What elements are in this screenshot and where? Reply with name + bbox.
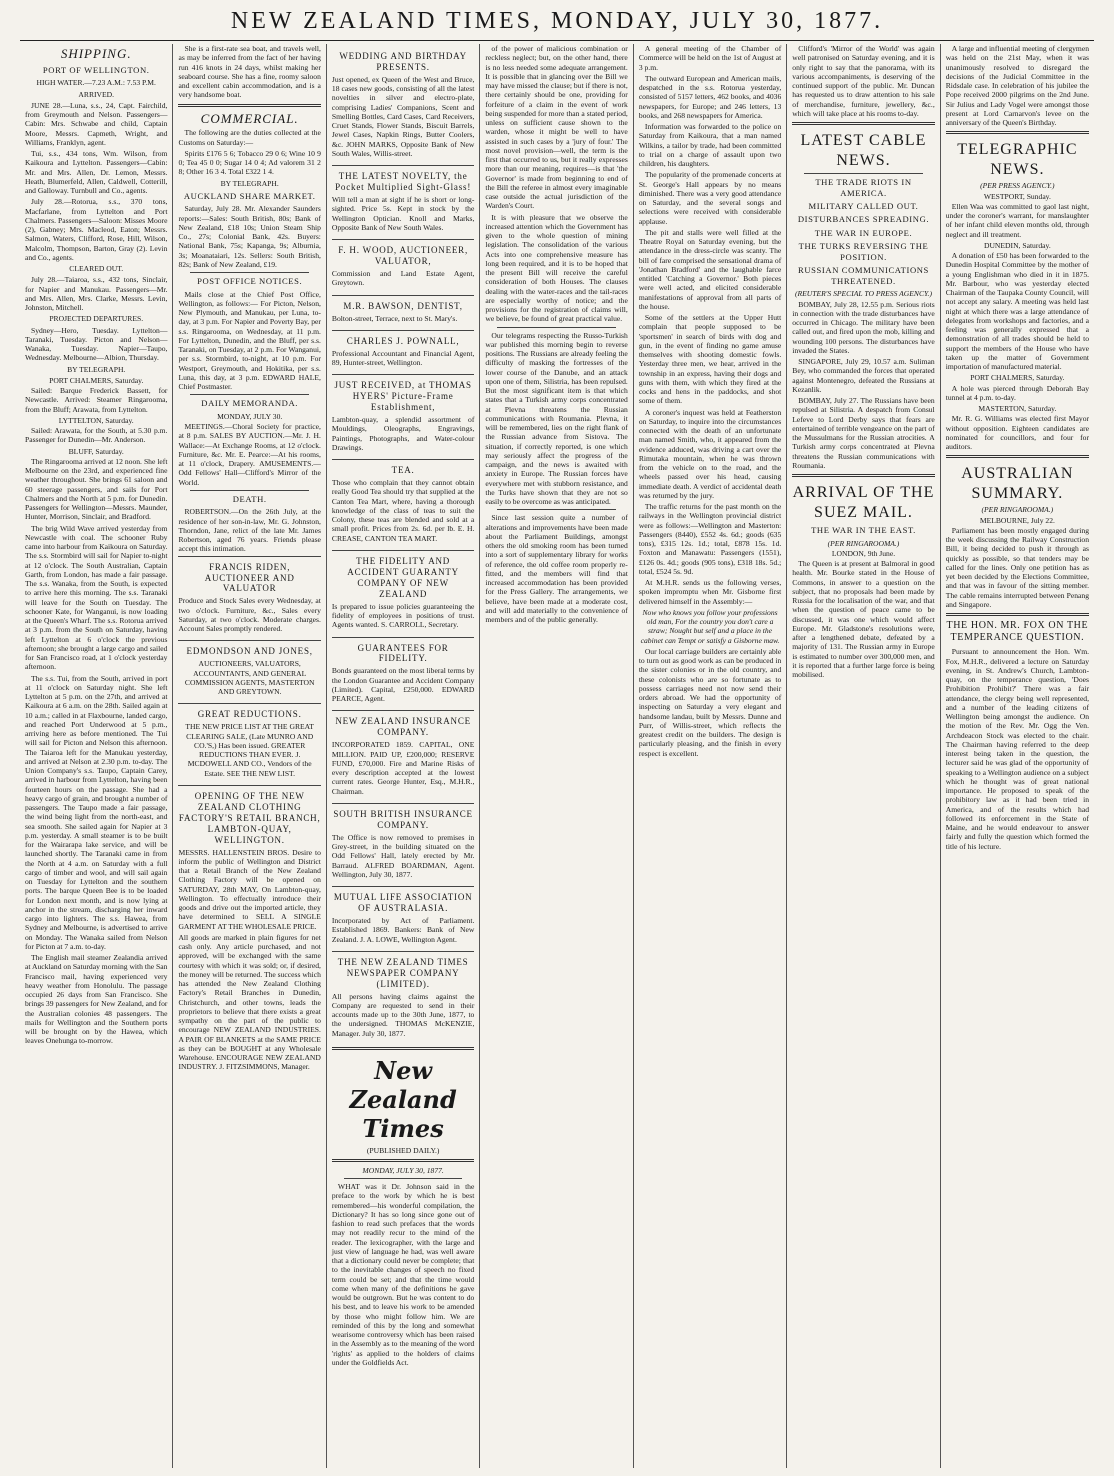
high-water: HIGH WATER.—7.23 A.M.: 7.53 P.M. xyxy=(36,78,156,88)
ad-title: JUST RECEIVED, at THOMAS HYERS' Picture-Frame Establishment, xyxy=(334,380,472,413)
news-paragraph: A donation of £50 has been forwarded to the Dunedin Hospital Committee by the mother of a young Englishman who died in it in 1875. Mr. Barbour, who was yesterday elected Chairman of the Taupaka County Council, will not accept any salary. A meeting was held last night at which there was a large attendance of delegates from workshops and factories, and a feeling was generally expressed that a demonstration of all trades should be held to support the members of the House who have taken up the matter of Government importation of manufactured material. xyxy=(945,251,1090,372)
cable-subheading: DISTURBANCES SPREADING. xyxy=(797,214,930,225)
shipping-paragraph: The brig Wild Wave arrived yesterday from Newcastle with coal. The schooner Ruby came into harbour from Kaikoura on Saturday. The s.s. Stormbird will sail for Napier to-night at 12 o'clock. The South Australian, Captain Garth, from London, has made a fair passage. The s.s. Wanaka, from the South, is expected to arrive here this morning. The s.s. Taranaki will leave for the South on Tuesday. The schooner Kate, for Wanganui, is now loading at the Queen's Wharf. The s.s. Rotorua arrived at 3 p.m. from the South on Saturday, having left Lyttelton at 6 o'clock the previous afternoon; she brought a large cargo and sailed for San Francisco road, at 1 o'clock yesterday afternoon. xyxy=(25,523,168,672)
news-paragraph: A coroner's inquest was held at Featherston on Saturday, to inquire into the circumstances connected with the death of an unfortunate man named Smith, who, it appeared from the evidence adduced, was driving a cart over the Rimutaka mountain, when he was thrown from the vehicle on to the road, and the wheels passed over his head, causing immediate death. A verdict of accidental death was returned by the jury. xyxy=(638,407,782,500)
advertisement xyxy=(332,459,474,548)
news-paragraph: A general meeting of the Chamber of Commerce will be held on the 1st of August at 3 p.m. xyxy=(638,44,782,72)
divider xyxy=(497,509,615,510)
editorial-date: MONDAY, JULY 30, 1877. xyxy=(362,1165,444,1175)
death-heading: DEATH. xyxy=(232,493,267,504)
advertisement xyxy=(332,46,474,163)
telegraphic-news-heading: TELEGRAPHIC NEWS. xyxy=(957,141,1078,178)
ad-text: Just opened, ex Queen of the West and Bruce, 18 cases new goods, consisting of all the latest novelties in silver and electro-plate, comprising Ladies' Companions, Scent and Smelling Bottles, Card Cases, Card Receivers, Cruet Stands, Flower Stands, Biscuit Barrels, Jewel Cases, Napkin Rings, Butter Coolers, &c. JOHN MARKS, Opposite Bank of New South Wales, Willis-street. xyxy=(331,74,475,158)
agency-credit: (PER RINGAROOMA.) xyxy=(827,538,900,548)
ad-text: All persons having claims against the Company are requested to send in their accounts made up to the 30th June, 1877, to the undersigned. THOMAS McKENZIE, Manager. July 30, 1877. xyxy=(331,991,475,1038)
ad-text: Commission and Land Estate Agent, Greytown. xyxy=(331,269,475,288)
cleared-heading: CLEARED OUT. xyxy=(69,264,124,274)
advertisement xyxy=(178,640,320,701)
dateline: DUNEDIN, Saturday. xyxy=(983,240,1051,250)
cable-subheading: RUSSIAN COMMUNICATIONS THREATENED. xyxy=(798,265,929,286)
cable-paragraph: BOMBAY, July 28, 12.55 p.m. Serious riots in connection with the trade disturbances have occurred in Chicago. The military have been called out, and fired upon the mob, killing and wounding 100 persons. The disturbances have invaded the States. xyxy=(792,299,935,355)
ad-text: INCORPORATED 1859. CAPITAL, ONE MILLION. PAID UP, £200,000; RESERVE FUND, £70,000. Fire and Marine Risks of every description accepted at the lowest current rates. George Hunter, Esq., M.H.R., Chairman. xyxy=(331,740,475,796)
divider xyxy=(190,272,308,273)
article-paragraph: ROBERTSON.—On the 26th July, at the residence of her son-in-law, Mr. G. Johnston, Thorndon, Jane, relict of the late Mr. James Robertson, aged 76 years. Friends please accept this intimation. xyxy=(178,507,321,554)
ad-text: THE NEW PRICE LIST AT THE GREAT CLEARING SALE, (Late MUNRO AND CO.'S,) Has been issued. GREATER REDUCTIONS THAN EVER. J. MCDOWELL AND CO., Vendors of the Estate. SEE THE NEW LIST. xyxy=(185,722,314,778)
suez-mail-subheading: THE WAR IN THE EAST. xyxy=(811,525,916,536)
telegraph-heading: BY TELEGRAPH. xyxy=(220,178,279,188)
advertisement xyxy=(332,710,474,800)
shipping-paragraph: July 28.—Rotorua, s.s., 370 tons, Macfarlane, from Lyttelton and Port Chalmers. Passengers—Saloon: Misses Moore (2), Gabney; Mrs. Macleod, Eaton; Messrs. Salmon, Waters, Clifford, Rose, Hill, Wilson, Malcolm, Thompson, Barton, Gray (2). Levin and Co., agents. xyxy=(25,197,168,262)
agency-credit: (REUTER'S SPECIAL TO PRESS AGENCY.) xyxy=(795,289,932,299)
column-4 xyxy=(480,44,633,1468)
news-paragraph: Ellen Waa was committed to gaol last night, under the coroner's warrant, for manslaughter of her infant child eleven months old, through neglect and ill treatment. xyxy=(945,201,1090,239)
advertisement xyxy=(332,374,474,457)
dateline: LONDON, 9th June. xyxy=(831,548,896,558)
divider xyxy=(190,394,308,395)
news-paragraph: Pursuant to announcement the Hon. Wm. Fox, M.H.R., delivered a lecture on Saturday evening, in St. Andrew's Church, Lambton-quay, on the temperance question, 'Does Prohibition Prohibit?' There was a fair attendance, the clergy being well represented, and a number of the leading citizens of Wellington being amongst the audience. On the motion of the Rev. Mr. Ogg the Ven. Archdeacon Stock was elected to the chair. The Chairman having referred to the deep interest being taken in the question, the lecturer said he was glad of the opportunity of speaking to a Wellington audience on a subject which he thought was of great national importance. He proposed to speak of the prohibitory law as it had been tried in America, and of the results which had followed its enforcement in the State of Maine, and he would endeavour to answer fairly and fully the question which formed the title of his lecture. xyxy=(945,647,1090,851)
ad-title: NEW ZEALAND INSURANCE COMPANY. xyxy=(335,716,471,738)
advertisement xyxy=(332,886,474,949)
shipping-paragraph: JUNE 28.—Luna, s.s., 24, Capt. Fairchild, from Greymouth and Nelson. Passengers—Cabin: Mrs. Schwabe and child, Captain Moore, Messrs. Capmeth, Wright, and Williams, Franklyn, agent. xyxy=(25,100,168,147)
news-paragraph: The traffic returns for the past month on the railways in the Wellington provincial district were as follows:—Wellington and Masterton: Passengers (8440), £552 4s. 6d.; goods (635 tons), £315 12s. 1d.; total, £878 15s. 1d. Foxton and Manawatu: Passengers (1551), £126 0s. 4d.; goods (905 tons), £318 18s. 5d.; total, £524 5s. 9d. xyxy=(638,502,782,576)
post-office-heading: POST OFFICE NOTICES. xyxy=(197,276,303,287)
column-5 xyxy=(634,44,787,1468)
news-paragraph: A hole was pierced through Deborah Bay tunnel at 4 p.m. to-day. xyxy=(945,383,1090,402)
ad-text: Bolton-street, Terrace, next to St. Mary's. xyxy=(331,313,458,323)
ad-title: EDMONDSON AND JONES, xyxy=(186,646,313,657)
ad-title: F. H. WOOD, AUCTIONEER, VALUATOR, xyxy=(338,245,469,267)
ad-title: SOUTH BRITISH INSURANCE COMPANY. xyxy=(333,808,473,830)
news-paragraph: Clifford's 'Mirror of the World' was again well patronised on Saturday evening, and it is only right to say that the panorama, with its various accompaniments, is deserving of the continued support of the public. Mr. Duncan has requested us to draw attention to his sale of merchandise, furniture, jewellery, &c., which will take place at his rooms to-day. xyxy=(792,44,935,118)
commercial-heading: COMMERCIAL. xyxy=(200,110,299,126)
dateline: PORT CHALMERS, Saturday. xyxy=(970,373,1065,383)
temperance-heading: THE HON. MR. FOX ON THE TEMPERANCE QUESTION. xyxy=(946,620,1089,644)
arrived-heading: ARRIVED. xyxy=(78,89,115,99)
ad-text: Incorporated by Act of Parliament. Established 1869. Bankers: Bank of New Zealand. J. A. LOWE, Wellington Agent. xyxy=(331,916,475,944)
article-paragraph: She is a first-rate sea boat, and travels well, as may be inferred from the fact of her having run 416 knots in 24 days, whilst making her seaboard course. She has a fine, roomy saloon and excellent cabin accommodation, and is a very handsome boat. xyxy=(178,44,321,100)
duties-table: Spirits £176 5 6; Tobacco 29 0 6; Wine 10 9 0; Tea 45 0 0; Sugar 14 0 4; Ad valorem 31 2 8; Other 16 3 4. Total £322 1 4. xyxy=(178,148,321,177)
agency-credit: (PER PRESS AGENCY.) xyxy=(980,181,1055,191)
column-6 xyxy=(787,44,940,1468)
port-heading: PORT OF WELLINGTON. xyxy=(42,64,150,75)
advertisement xyxy=(332,295,474,328)
column-3 xyxy=(327,44,480,1468)
ad-text: AUCTIONEERS, VALUATORS, ACCOUNTANTS, AND GENERAL COMMISSION AGENTS, MASTERTON AND GREYTOWN. xyxy=(184,659,315,697)
dateline: MONDAY, JULY 30. xyxy=(217,411,283,421)
cable-news-heading: LATEST CABLE NEWS. xyxy=(800,132,927,169)
news-paragraph: Information was forwarded to the police on Saturday from Kaikoura, that a man named Wilkins, a tailor by trade, had been committed to trial on a charge of assault upon two children, his daughters. xyxy=(638,122,782,168)
cable-paragraph: SINGAPORE, July 29, 10.57 a.m. Suliman Bey, who commanded the forces that operated against Montenegro, defeated the Russians at Kezanlik. xyxy=(792,357,935,394)
column-7 xyxy=(941,44,1094,1468)
editorial-paragraph: It is with pleasure that we observe the increased attention which the Government has given to the whole question of mining legislation. The consolidation of the various Acts into one comprehensive measure has long been required, and it is to be hoped that the present Bill will receive the careful consideration of both Houses. The clauses dealing with the water-races and the tail-races are especially worthy of notice; and the provisions for the registration of claims will, we believe, be found of great practical value. xyxy=(485,212,628,324)
news-paragraph: The Queen is at present at Balmoral in good health. Mr. Bourke stated in the House of Commons, in answer to a question on the subject, that no proposals had been made by Russia for the localisation of the war, and that when the question of peace came to be discussed, it was one which would affect Europe. Mr. Gladstone's resolutions were, after a lengthened debate, defeated by a majority of 131. The Russian army in Europe is estimated to number over 300,000 men, and it is reported that a further large force is being mobilised. xyxy=(792,559,935,680)
divider xyxy=(332,1159,474,1162)
news-paragraph: The pit and stalls were well filled at the Theatre Royal on Saturday evening, but the attendance in the dress-circle was scanty. The bill of fare comprised the sensational drama of 'Jonathan Bradford' and the laughable farce entitled 'Catching a Governor.' Both pieces were well acted, and elicited considerable manifestations of approval from all parts of the house. xyxy=(638,227,782,311)
advertisement xyxy=(178,703,320,782)
article-paragraph: Saturday, July 28. Mr. Alexander Saunders reports:—Sales: South British, 80s; Bank of New Zealand, £18 10s; Union Steam Ship Co., 27s; Colonial Bank, 42s. Buyers: National Bank, 75s; Kapanga, 9s; Alburnia, 3s; Moanataiari, 12s. Sellers: South British, 82s; Bank of New Zealand, £19. xyxy=(178,204,321,269)
ad-text: Professional Accountant and Financial Agent, 89, Hunter-street, Wellington. xyxy=(331,348,475,367)
shipping-paragraph: Sydney—Hero, Tuesday. Lyttelton—Taranaki, Tuesday. Picton and Nelson—Wanaka, Tuesday. Napier—Taupo, Wednesday. Melbourne—Albion, Thursday. xyxy=(25,325,168,363)
shipping-paragraph: Sailed: Barque Frederick Bassett, for Newcastle. Arrived: Steamer Ringarooma, from the Bluff; Arawata, from Lyttelton. xyxy=(25,386,168,414)
masthead-rule xyxy=(20,40,1094,41)
divider xyxy=(946,613,1089,616)
ad-title: THE LATEST NOVELTY, the Pocket Multiplied Sight-Glass! xyxy=(335,171,472,193)
divider xyxy=(804,173,922,174)
dateline: WESTPORT, Sunday. xyxy=(983,191,1051,201)
ad-title: THE FIDELITY AND ACCIDENT GUARANTY COMPANY OF NEW ZEALAND xyxy=(347,555,459,599)
advertisement xyxy=(178,556,320,639)
shipping-paragraph: Tui, s.s., 434 tons, Wm. Wilson, from Kaikoura and Lyttelton. Passengers—Cabin: Mr. and Mrs. Allen, Dr. Lemon, Messrs. Heath, Blumerfeld, Allen, Caldwell, Cotterill, and Galloway. Turnbull and Co., agents. xyxy=(25,149,168,196)
ad-title: OPENING OF THE NEW ZEALAND CLOTHING FACTORY'S RETAIL BRANCH, LAMBTON-QUAY, WELLINGTON. xyxy=(178,790,321,845)
ad-text: Those who complain that they cannot obtain really Good Tea should try that supplied at the Canton Tea Mart, where, having a thorough knowledge of the class of teas to suit the Colony, these teas are blended and sold at a small profit. Prices from 2s. 6d. per lb. E. H. CREASE, CANTON TEA MART. xyxy=(331,478,475,543)
ad-title: M.R. BAWSON, DENTIST, xyxy=(343,300,463,311)
divider xyxy=(792,474,934,477)
ad-text: Produce and Stock Sales every Wednesday, at two o'clock. Furniture, &c., Sales every Saturday, at two o'clock. Moderate charges. Account Sales promptly rendered. xyxy=(178,596,321,634)
news-paragraph: Our local carriage builders are certainly able to turn out as good work as can be produced in the sister colonies or in the old country, and these colonists who are so fortunate as to possess carriages need not now send their orders abroad. We had the opportunity of inspecting on Saturday a very elegant and handsome landau, built by Messrs. Dunne and Purr, of Willis-street, which reflects the greatest credit on the builders. The design is particularly pleasing, and the finish in every respect is excellent. xyxy=(638,646,782,758)
dateline: LYTTELTON, Saturday. xyxy=(58,415,134,425)
dateline: MASTERTON, Saturday. xyxy=(978,404,1057,414)
advertisement xyxy=(332,239,474,292)
suez-mail-heading: ARRIVAL OF THE SUEZ MAIL. xyxy=(792,484,935,521)
article-paragraph: The following are the duties collected at the Customs on Saturday:— xyxy=(178,128,321,147)
news-paragraph: At M.H.R. sends us the following verses, spoken impromptu when Mr. Gisborne first delivered himself in the Assembly:— xyxy=(638,578,782,606)
column-1 xyxy=(20,44,173,1468)
advertisement xyxy=(332,330,474,372)
cable-subheading: MILITARY CALLED OUT. xyxy=(808,201,919,211)
news-paragraph: The outward European and American mails, despatched in the s.s. Rotorua yesterday, consisted of 5157 letters, 462 books, and 4036 newspapers, for Europe; and 246 letters, 13 books, and 268 newspapers for America. xyxy=(638,73,782,120)
divider xyxy=(344,1178,462,1179)
news-paragraph: Mr. R. G. Williams was elected first Mayor without opposition. Eighteen candidates are nominated for councillors, and four for auditors. xyxy=(945,414,1090,452)
verse: Now who knows you follow your professions old man, For the country you don't care a straw; Nought but self and a place in the cabinet can Tempt or satisfy a Gisborne maw. xyxy=(640,607,780,645)
news-paragraph: A large and influential meeting of clergymen was held on the 21st May, when it was unanimously resolved to disregard the decisions of the Judicial Committee in the Ridsdale case. In celebration of his jubilee the Pope received 2000 pilgrims on the 2nd June. Sir Julius and Lady Vogel were amongst those present at Lord Carnarvon's levee on the anniversary of the Queen's Birthday. xyxy=(945,44,1090,127)
dateline: BLUFF, Saturday. xyxy=(68,446,124,456)
ad-title: GREAT REDUCTIONS. xyxy=(197,709,302,720)
dateline: PORT CHALMERS, Saturday. xyxy=(49,375,144,385)
ad-text: All goods are marked in plain figures for net cash only. Any article purchased, and not approved, will be exchanged with the same courtesy with which it was sold; or, if desired, the money will be returned. The success which has attended the New Zealand Clothing Factory's Retail Branches in Dunedin, Christchurch, and other towns, leads the proprietors to believe that there exists a great sympathy on the part of the public to encourage NEW ZEALAND INDUSTRIES. A PAIR OF BLANKETS at the SAME PRICE as they can be BOUGHT at any Wholesale Warehouse. ENCOURAGE NEW ZEALAND INDUSTRY. J. FITZSIMMONS, Manager. xyxy=(178,932,321,1072)
shipping-paragraph: Sailed: Arawata, for the South, at 5.30 p.m. Passenger for Dunedin—Mr. Anderson. xyxy=(25,426,168,445)
dateline: MELBOURNE, July 22. xyxy=(979,515,1055,525)
advertisement xyxy=(332,803,474,884)
ad-title: CHARLES J. POWNALL, xyxy=(346,335,460,346)
ad-title: THE NEW ZEALAND TIMES NEWSPAPER COMPANY (LIMITED). xyxy=(337,956,469,989)
ad-title: TEA. xyxy=(391,465,415,476)
divider xyxy=(497,327,615,328)
ad-text: The Office is now removed to premises in Grey-street, in the building situated on the Odd Fellows' Hall, lately erected by Mr. Barraud. ALFRED BOARDMAN, Agent. Wellington, July 30, 1877. xyxy=(331,832,475,879)
divider xyxy=(946,455,1089,458)
advertisement xyxy=(178,785,320,1077)
shipping-paragraph: The Ringarooma arrived at 12 noon. She left Melbourne on the 23rd, and experienced fine weather throughout. She brings 61 saloon and 60 steerage passengers, and sails for Port Chalmers and the North at 5 p.m. for Dunedin. Passengers for Wellington—Messrs. Maunder, Hunter, Morrison, Sinclair, and Bradford. xyxy=(25,456,168,522)
ad-text: Is prepared to issue policies guaranteeing the fidelity of employees in positions of trust. Agents wanted. S. CARROLL, Secretary. xyxy=(331,601,475,630)
ad-text: Bonds guaranteed on the most liberal terms by the London Guarantee and Accident Company (Limited). Capital, £250,000. EDWARD PEARCE, Agent. xyxy=(331,666,475,704)
ad-title: WEDDING AND BIRTHDAY PRESENTS. xyxy=(339,51,467,72)
daily-memoranda-heading: DAILY MEMORANDA. xyxy=(201,398,299,409)
divider xyxy=(178,104,320,107)
advertisement xyxy=(332,165,474,237)
divider xyxy=(792,122,934,125)
divider xyxy=(190,490,308,491)
shipping-paragraph: July 28.—Taiaroa, s.s., 432 tons, Sinclair, for Napier and Manukau. Passengers—Mr. and Mrs. Allen, Mrs. Clarke, Messrs. Levin, Johnston, Mitchell. xyxy=(25,275,168,313)
editorial-paragraph: Our telegrams respecting the Russo-Turkish war published this morning begin to reverse positions. The Russians are already feeling the difficulty of masking the fortresses of the lower course of the Danube, and an attack upon one of them, Silistria, has been repulsed. But the most significant item is that which states that a Turkish army corps concentrated at Plevna threatens the Russian communications with Roumania. Plevna, it will be remembered, lies on the right flank of the Russian advance from Sistova. The situation, if correctly reported, is one which may seriously affect the progress of the campaign, and the news is awaited with anxiety in Europe. The Russian forces have everywhere met with stubborn resistance, and the Turks have shown that they are not so easily to be overcome as was anticipated. xyxy=(485,330,628,506)
advertisement xyxy=(332,637,474,709)
news-paragraph: Some of the settlers at the Upper Hutt complain that people supposed to be 'sportsmen' in search of birds with dog and gun, in the event of finding no game amuse themselves with shooting domestic fowls. Yesterday three men, we hear, arrived in the township in an express, having their dogs and guns with them, with which they fired at the cocks and hens in the paddocks, and shot some of them. xyxy=(638,313,782,406)
advertisement xyxy=(332,550,474,635)
australian-summary-heading: AUSTRALIAN SUMMARY. xyxy=(961,465,1074,502)
advertisement xyxy=(332,951,474,1043)
agency-credit: (PER RINGAROOMA.) xyxy=(981,505,1054,515)
column-2 xyxy=(173,44,326,1468)
masthead: NEW ZEALAND TIMES, MONDAY, JULY 30, 1877. xyxy=(230,8,884,34)
newspaper-title: New Zealand Times xyxy=(349,1055,457,1144)
divider xyxy=(946,131,1089,134)
ad-title: FRANCIS RIDEN, AUCTIONEER AND VALUATOR xyxy=(204,561,295,594)
columns xyxy=(20,44,1094,1468)
editorial-paragraph: Since last session quite a number of alterations and improvements have been made about the Parliament Buildings, amongst others the old smoking room has been turned into a sort of supplementary library for works of reference, the old coffee room properly re-fitted, and the members will find that increased accommodation has been provided for the Press Gallery. The arrangements, we believe, have been made at a moderate cost, and will add materially to the convenience of members and of the public generally. xyxy=(485,513,628,624)
shipping-heading: SHIPPING. xyxy=(60,46,132,61)
projected-heading: PROJECTED DEPARTURES. xyxy=(49,314,144,324)
editorial-paragraph: WHAT was it Dr. Johnson said in the preface to the work by which he is best remembered—his wonderful compilation, the Dictionary? It has so long since gone out of fashion to read such prefaces that the words may not readily recur to the mind of the reader. The lexicographer, with the large and just view of language he had, was well aware that a dictionary could never be complete; that to the inevitable changes of speech no fixed term could be set; and that the time would come when many of the definitions he gave would be outgrown. But he was content to do his best, and to leave his work to be amended by those who might follow him. We are reminded of this by the long and somewhat wearisome controversy which has been raised in the Assembly as to the meaning of the word 'rights' as applied to the holders of claims under the Goldfields Act. xyxy=(331,1182,475,1367)
ad-text: Will tell a man at sight if he is short or long-sighted. Price 5s. Kept in stock by the Wellington Optician. Knoll and Marks, Opposite Bank of New South Wales. xyxy=(331,195,475,232)
newspaper-subtitle: (PUBLISHED DAILY.) xyxy=(366,1145,440,1155)
ad-title: GUARANTEES FOR FIDELITY. xyxy=(357,642,449,664)
news-paragraph: Parliament has been mostly engaged during the week discussing the Railway Construction Bill, it being decided to push it through as quickly as possible, so that tenders may be called for the lines. Only one petition has as yet been decided by the Elections Committee, and that was in favour of the sitting member. The cable remains interrupted between Penang and Singapore. xyxy=(945,525,1090,609)
shipping-paragraph: The s.s. Tui, from the South, arrived in port at 11 o'clock on Saturday night. She left Lyttelton at 5 p.m. on the 27th, and arrived at Kaikoura at 6 a.m. on the 28th. Sailed again at 10 a.m.; called in at Flaxbourne, landed cargo, and reached Port Underwood at 5 p.m., arriving here as before mentioned. The Tui will sail for Picton and Nelson this afternoon. The Taiaroa left for the Manukau yesterday, and arrived at Nelson at 2.30 p.m. to-day. The Union Company's s.s. Taupo, Captain Carey, arrived in harbour from Lyttelton, having been fourteen hours on the passage. She had a heavy cargo of grain, and brought a number of passengers. The Taupo made a fair passage, the wind being light from the north-east, and sea smooth. She sailed again for Napier at 3 p.m. yesterday. A small steamer is to be built for the Wairarapa lake service, and will be launched shortly. The Taranaki came in from the North at 4 a.m. on Saturday with a full cargo of timber and wool, and will sail again on Tuesday for Lyttelton and the southern ports. The barque Queen Bee is to be loaded for London next month, and is now lying at anchor in the stream, discharging her inward cargo into lighters. The s.s. Hawea, from Sydney and Melbourne, is advertised to arrive on Monday. The Wanaka sailed from Nelson for Picton at 7 a.m. to-day. xyxy=(25,673,168,951)
cable-subheading: THE WAR IN EUROPE. xyxy=(814,227,913,238)
cable-subheading: THE TRADE RIOTS IN AMERICA. xyxy=(815,177,912,198)
editorial-paragraph: of the power of malicious combination or reckless neglect; but, on the other hand, there is no less needed some adequate arrangement. It is possible that in glancing over the Bill we may have missed the clause; but if there is not, there certainly should be one, providing for forfeiture of a claim in the event of work being suspended for more than a stated period, unless on sufficient cause shown to the warden, whose it might be well to have assisted in such cases by a 'jury of four.' The most novel provision—well, the term is the first that occurred to us, but it really expresses more than our meaning, requires—is that 'the Governor' is made from beginning to end of the Bill the referee in almost every imaginable case outside the actual jurisdiction of the Warden's Court. xyxy=(485,44,628,211)
article-paragraph: MEETINGS.—Choral Society for practice, at 8 p.m. SALES BY AUCTION.—Mr. J. H. Wallace:—At Exchange Rooms, at 12 o'clock. Furniture, &c. Mr. E. Pearce:—At his rooms, at 11 o'clock, Drapery. AMUSEMENTS.—Odd Fellows' Hall—Clifford's Mirror of the World. xyxy=(178,422,321,487)
ad-title: MUTUAL LIFE ASSOCIATION OF AUSTRALASIA. xyxy=(333,892,473,914)
cable-subheading: THE TURKS REVERSING THE POSITION. xyxy=(798,241,929,262)
shipping-paragraph: The English mail steamer Zealandia arrived at Auckland on Saturday morning with the San Francisco mail, having experienced very heavy weather from Honolulu. The passage occupied 26 days from San Francisco. She brings 39 passengers for New Zealand, and for the Australian colonies 48 passengers. The mails for Wellington and the Southern ports will be brought on by the Hawea, which leaves Onehunga to-morrow. xyxy=(25,953,168,1046)
share-market-heading: AUCKLAND SHARE MARKET. xyxy=(183,190,316,201)
cable-paragraph: BOMBAY, July 27. The Russians have been repulsed at Silistria. A despatch from Consul Lefeve to Lord Derby says that fears are entertained of terrible vengeance on the part of the Mussulmans for the Russian atrocities. A Turkish army corps concentrated at Plevna threatens the Russian communications with Roumania. xyxy=(792,396,935,470)
article-paragraph: Mails close at the Chief Post Office, Wellington, as follows:— For Picton, Nelson, New Plymouth, and Manukau, per Luna, to-day, at 3 p.m. For Napier and Poverty Bay, per s.s. Ringarooma, on Wednesday, at 11 p.m. For Lyttelton, Dunedin, and the Bluff, per s.s. Taranaki, on Tuesday, at 2 p.m. For Wanganui, per s.s. Stormbird, to-night, at 10 p.m. For Westport, Greymouth, and Hokitika, per s.s. Luna, this day, at 3 p.m. EDWARD HALE, Chief Postmaster. xyxy=(178,289,321,392)
ad-text: MESSRS. HALLENSTEIN BROS. Desire to inform the public of Wellington and District that a Retail Branch of the New Zealand Clothing Factory will be opened on SATURDAY, 28th MAY, On Lambton-quay, Wellington. To effectually introduce their goods and drive out the imported article, they have determined to SELL A SINGLE GARMENT AT THE WHOLESALE PRICE. xyxy=(178,847,321,931)
ad-text: Lambton-quay, a splendid assortment of Mouldings, Oleographs, Engravings, Paintings, Photographs, and Water-colour Drawings. xyxy=(331,415,475,452)
divider xyxy=(332,1047,474,1050)
news-paragraph: The popularity of the promenade concerts at St. George's Hall appears by no means diminished. There was a very good attendance on Saturday, and the several songs and selections were received with considerable applause. xyxy=(638,170,782,226)
telegraph-heading: BY TELEGRAPH. xyxy=(67,364,126,374)
